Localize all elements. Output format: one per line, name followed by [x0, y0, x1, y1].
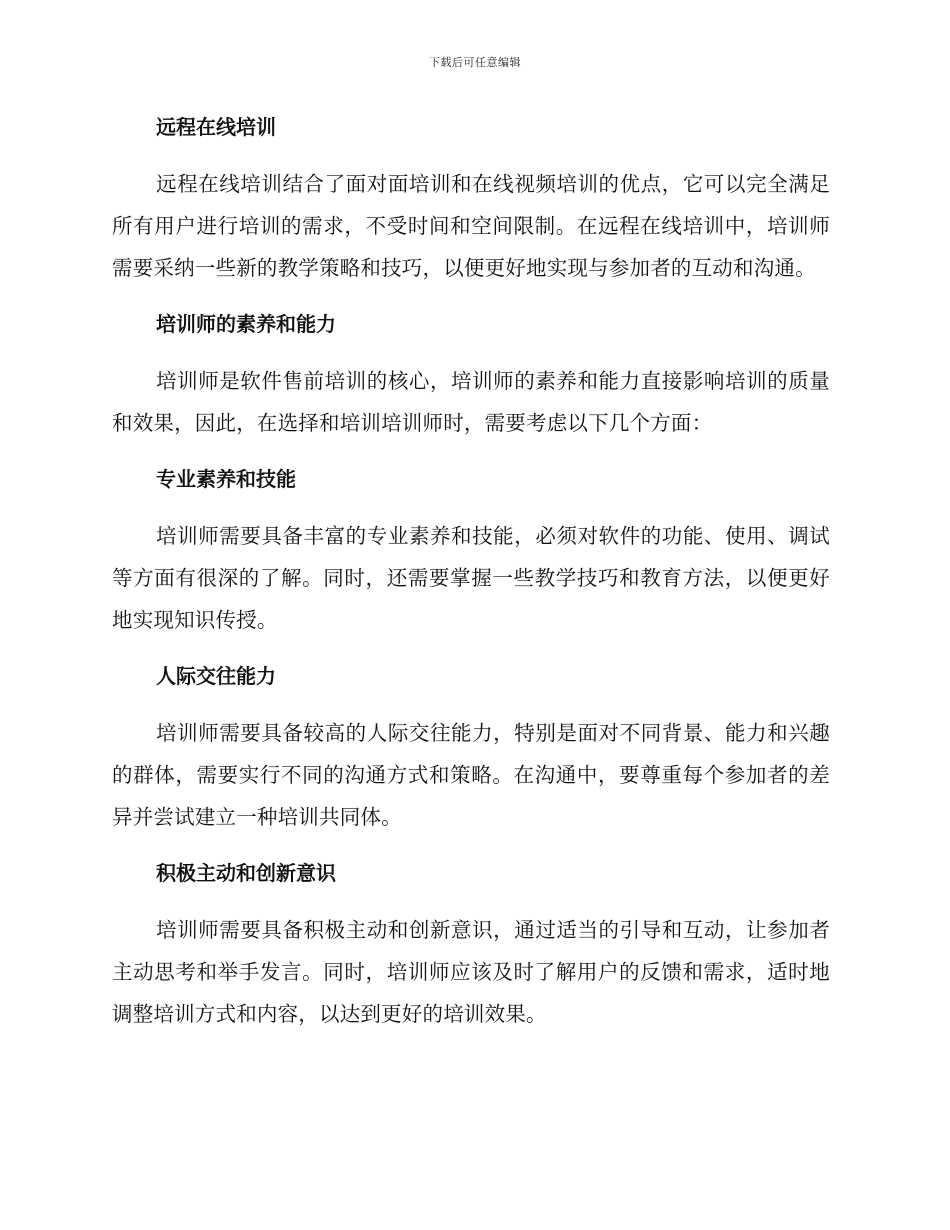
section-heading: 人际交往能力: [156, 664, 276, 688]
section-heading: 积极主动和创新意识: [156, 861, 336, 885]
section-paragraph: 培训师需要具备较高的人际交往能力，特别是面对不同背景、能力和兴趣的群体，需要实行不同的沟通方式和策略。在沟通中，要尊重每个参加者的差异并尝试建立一种培训共同体。: [112, 721, 830, 829]
section-heading: 专业素养和技能: [156, 467, 296, 491]
section-paragraph: 培训师需要具备丰富的专业素养和技能，必须对软件的功能、使用、调试等方面有很深的了解。同时，还需要掌握一些教学技巧和教育方法，以便更好地实现知识传授。: [112, 524, 830, 632]
section-heading: 培训师的素养和能力: [156, 312, 336, 336]
section-heading: 远程在线培训: [156, 115, 276, 139]
document-body: [112, 110, 830, 1035]
section-paragraph: 远程在线培训结合了面对面培训和在线视频培训的优点，它可以完全满足所有用户进行培训的需求，不受时间和空间限制。在远程在线培训中，培训师需要采纳一些新的教学策略和技巧，以便更好地实现与参加者的互动和沟通。: [112, 172, 830, 280]
section-paragraph: 培训师是软件售前培训的核心，培训师的素养和能力直接影响培训的质量和效果，因此，在选择和培训培训师时，需要考虑以下几个方面：: [112, 369, 830, 435]
section-paragraph: 培训师需要具备积极主动和创新意识，通过适当的引导和互动，让参加者主动思考和举手发言。同时，培训师应该及时了解用户的反馈和需求，适时地调整培训方式和内容，以达到更好的培训效果。: [112, 918, 830, 1026]
page-header: 下载后可任意编辑: [429, 56, 521, 69]
